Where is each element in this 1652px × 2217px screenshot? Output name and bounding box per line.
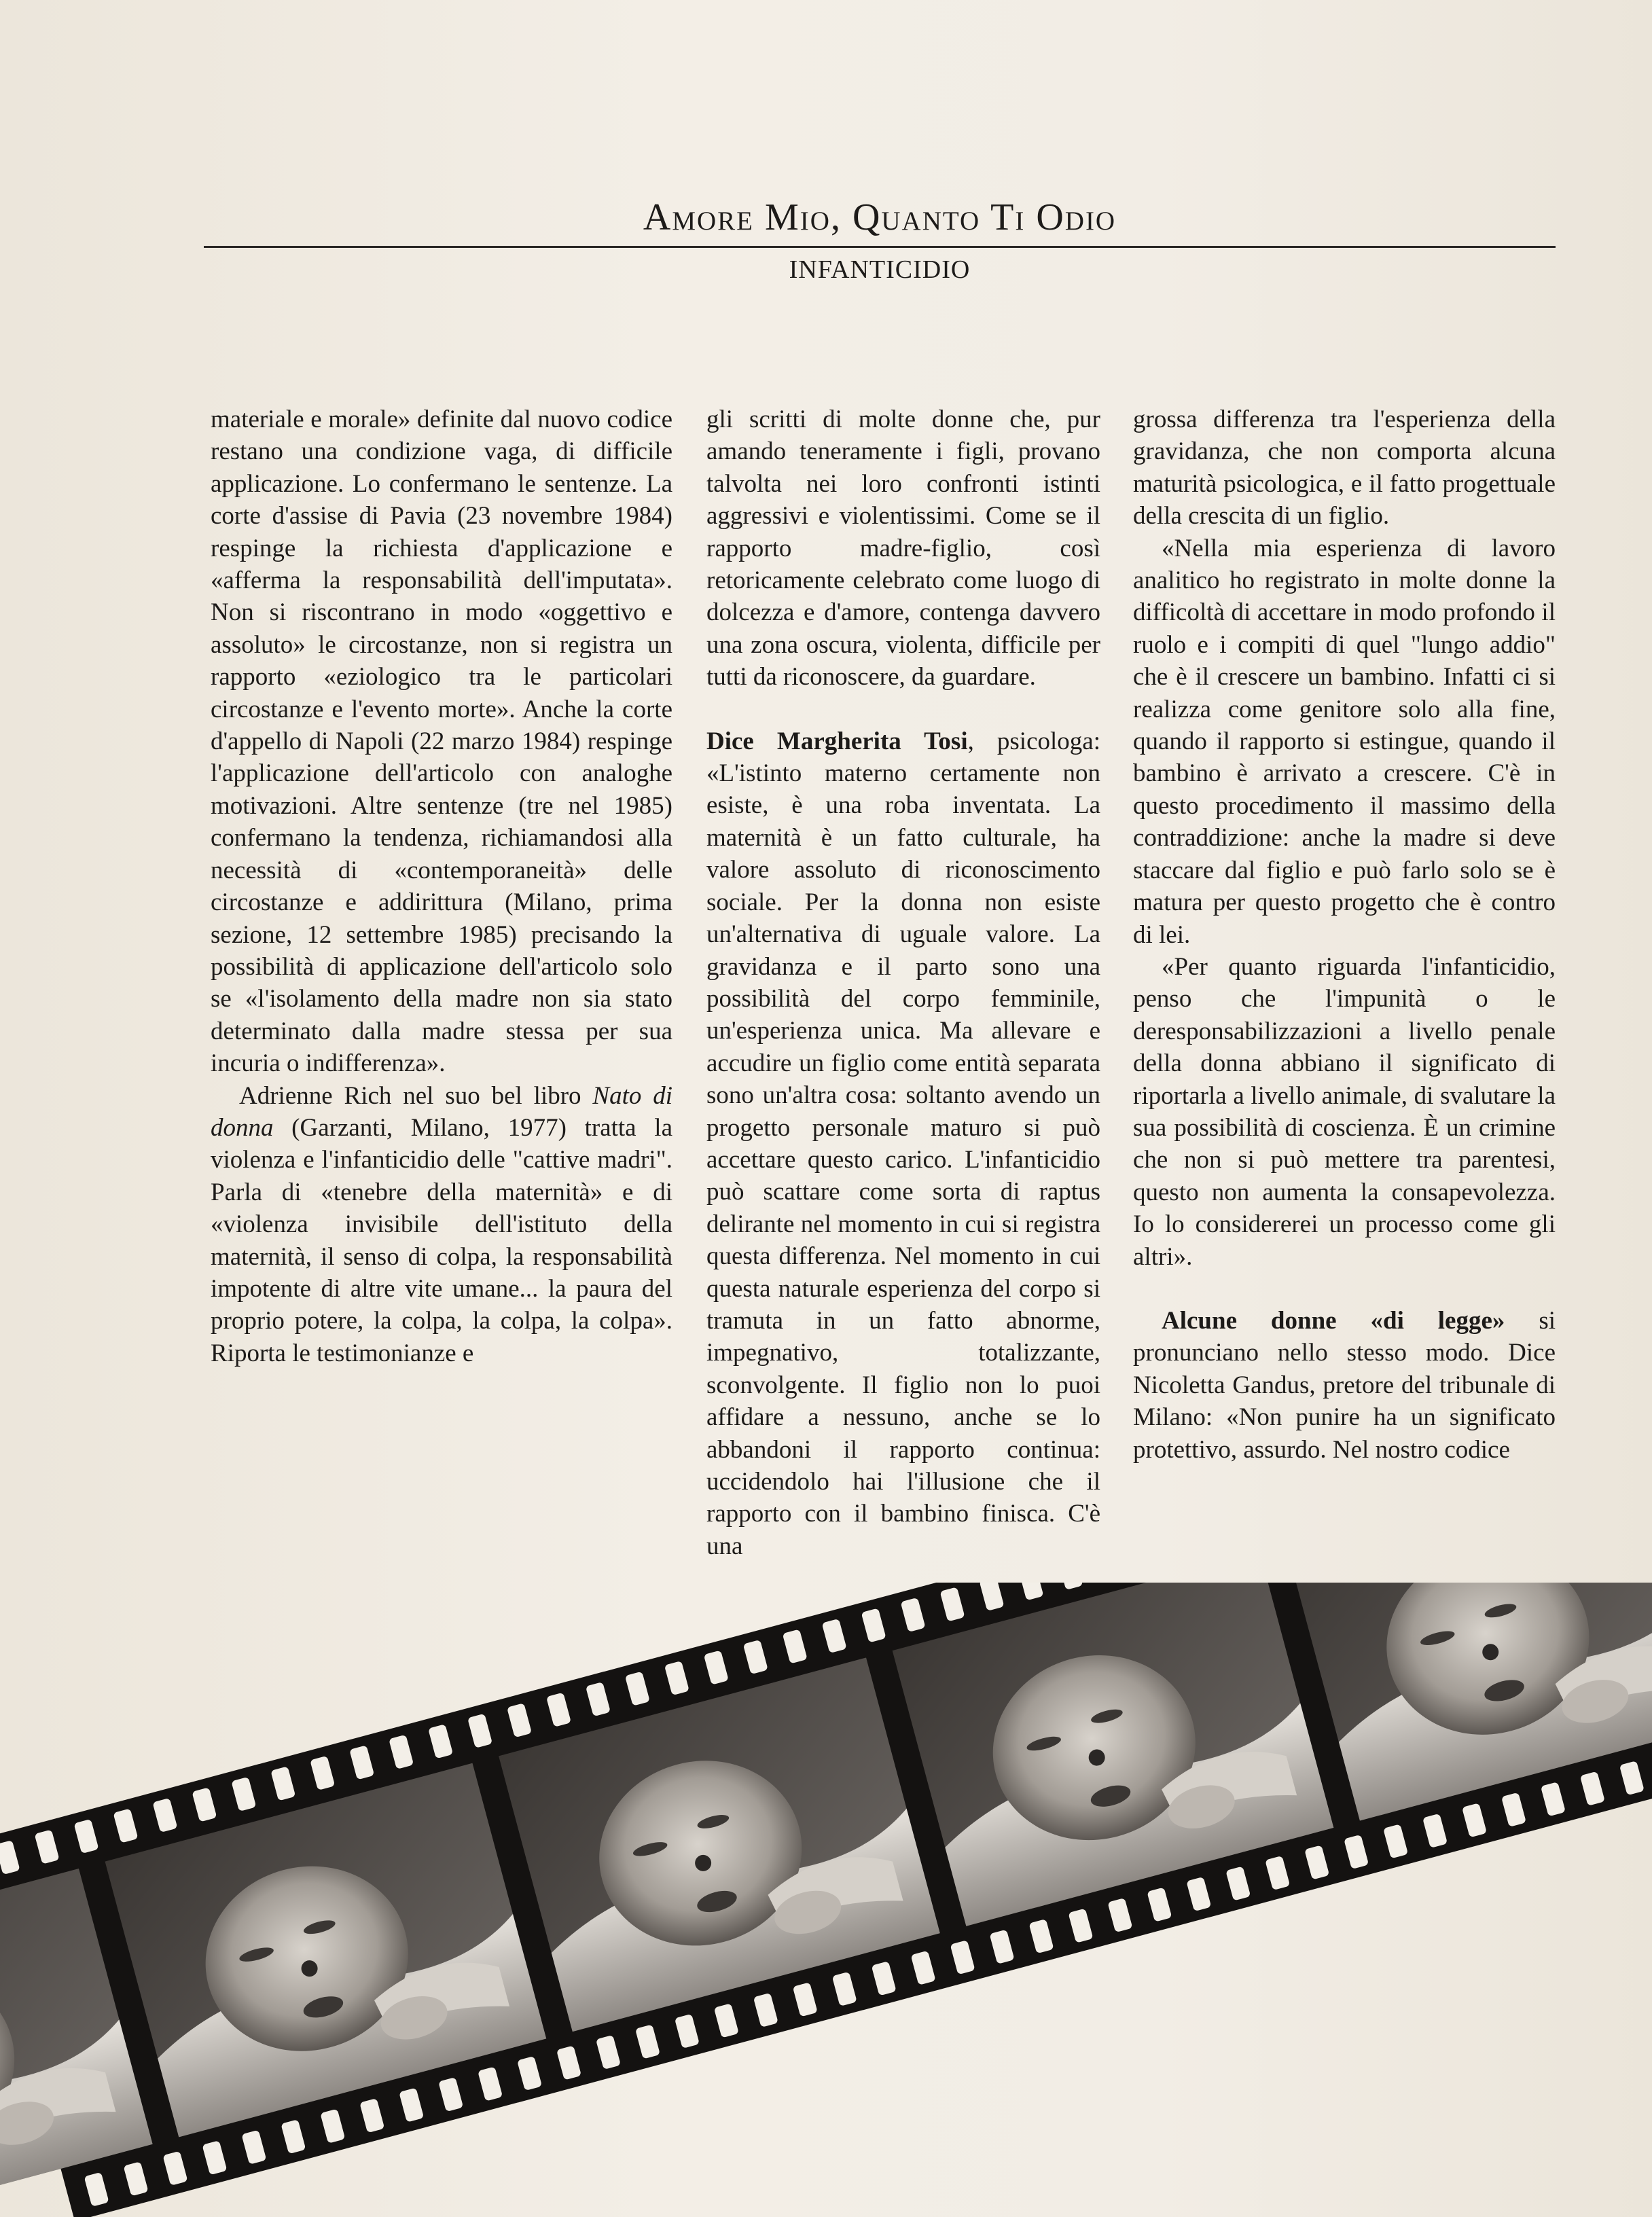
paragraph: Dice Margherita Tosi, psicologa: «L'istinto materno certamente non esiste, è una roba inventata. La maternità è un fatto culturale, ha valore assoluto di riconoscimento sociale. Per la donna non esiste un'alternativa di uguale valore. La gravidanza e il parto sono una possibilità del corpo femminile, un'esperienza unica. Ma allevare e accudire un figlio come entità separata sono un'altra cosa: soltanto avendo un progetto personale maturo si può accettare questo carico. L'infanticidio può scattare come sorta di raptus delirante nel momento in cui si registra questa differenza. Nel momento in cui questa naturale esperienza del corpo si tramuta in un fatto abnorme, impegnativo, totalizzante, sconvolgente. Il figlio non lo puoi affidare a nessuno, anche se lo abbandoni il rapporto continua: uccidendolo hai l'illusione che il rapporto con il bambino finisca. C'è una (706, 727, 1100, 1560)
filmstrip-photo (0, 1583, 1652, 2217)
article-column-1 (211, 403, 672, 1369)
paragraph: «Nella mia esperienza di lavoro analitico ho registrato in molte donne la difficoltà di accettare in modo profondo il ruolo e i compiti di quel "lungo addio" che è il crescere un bambino. Infatti ci si realizza come genitore solo alla fine, quando il rapporto si estingue, quando il bambino è arrivato a crescere. C'è in questo procedimento il massimo della contraddizione: anche la madre si deve staccare dal figlio e può farlo solo se è matura per questo progetto che è contro di lei. (1133, 534, 1556, 949)
page-title: Amore Mio, Quanto Ti Odio (643, 196, 1117, 238)
book-title: Nato di donna (211, 1081, 672, 1142)
section-label: INFANTICIDIO (789, 255, 971, 284)
paragraph: «Per quanto riguarda l'infanticidio, penso che l'impunità o le deresponsabilizzazioni a livello penale della donna abbiano il significato di riportarla a livello animale, di svalutare la sua possibilità di coscienza. È un crimine che non si può mettere tra parentesi, questo non aumenta la consapevolezza. Io lo considererei un processo come gli altri». (1133, 952, 1556, 1271)
header-divider (204, 246, 1556, 248)
lead-in: Alcune donne «di legge» (1162, 1306, 1505, 1335)
paragraph: materiale e morale» definite dal nuovo codice restano una condizione vaga, di difficile applicazione. Lo confermano le sentenze. La corte d'assise di Pavia (23 novembre 1984) respinge la richiesta d'applicazione e «afferma la responsabilità dell'imputata». Non si riscontrano in modo «oggettivo e assoluto» le circostanze, non si registra un rapporto «eziologico tra le particolari circostanze e l'evento morte». Anche la corte d'appello di Napoli (22 marzo 1984) respinge l'applicazione dell'articolo con analoghe motivazioni. Altre sentenze (tre nel 1985) confermano la tendenza, richiamandosi alla necessità di «contemporaneità» delle circostanze e addirittura (Milano, prima sezione, 12 settembre 1985) precisando la possibilità di applicazione dell'articolo solo se «l'isolamento della madre non sia stato determinato dalla madre stessa per sua incuria o indifferenza». (211, 405, 672, 1078)
paragraph: grossa differenza tra l'esperienza della gravidanza, che non comporta alcuna maturità psicologica, e il fatto progettuale della crescita di un figlio. (1133, 405, 1556, 530)
paragraph: gli scritti di molte donne che, pur amando teneramente i figli, provano talvolta nei loro confronti istinti aggressivi e violentissimi. Come se il rapporto madre-figlio, così retoricamente celebrato come luogo di dolcezza e d'amore, contenga davvero una zona oscura, violenta, difficile per tutti da riconoscere, da guardare. (706, 405, 1100, 691)
article-column-2 (706, 403, 1100, 1562)
lead-in: Dice Margherita Tosi (706, 727, 968, 755)
paragraph: Adrienne Rich nel suo bel libro Nato di donna (Garzanti, Milano, 1977) tratta la violenza e l'infanticidio delle "cattive madri". Parla di «tenebre della maternità» e di «violenza invisibile dell'istituto della maternità, il senso di colpa, la responsabilità impotente di altre vite umane... la paura del proprio potere, la colpa, la colpa, la colpa». Riporta le testimonianze e (211, 1081, 672, 1367)
paragraph: Alcune donne «di legge» si pronunciano nello stesso modo. Dice Nicoletta Gandus, pretore del tribunale di Milano: «Non punire ha un significato protettivo, assurdo. Nel nostro codice (1133, 1306, 1556, 1464)
article-column-3 (1133, 403, 1556, 1466)
